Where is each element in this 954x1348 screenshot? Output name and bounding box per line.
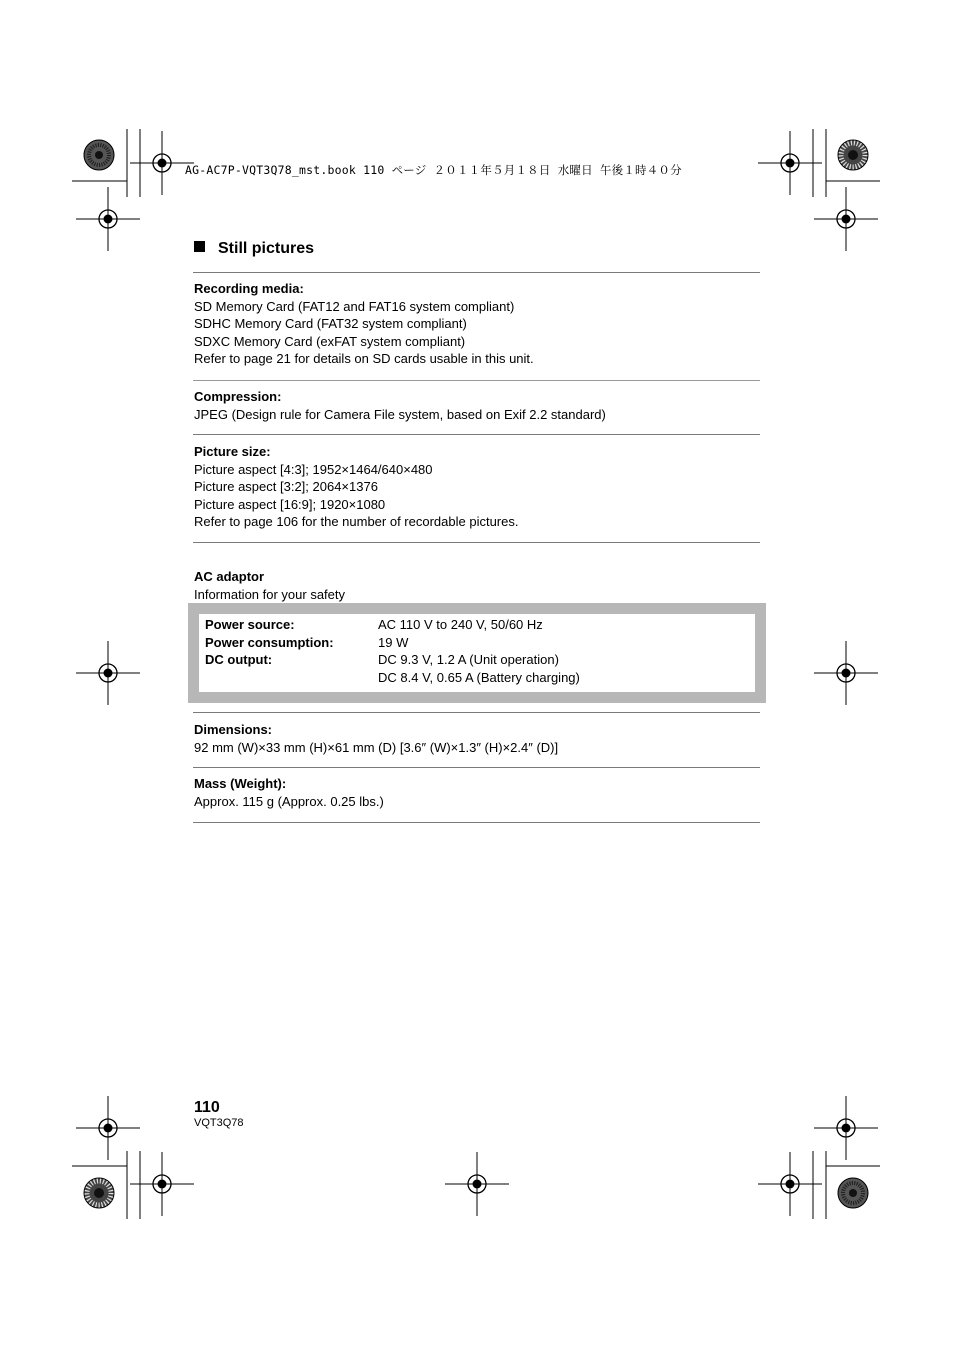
page-number: 110 (194, 1099, 220, 1116)
compression-block (194, 388, 606, 423)
ac-adaptor-title: AC adaptor (194, 569, 265, 584)
section-title-text: Still pictures (218, 240, 315, 257)
divider (193, 272, 760, 273)
spec-row (205, 651, 580, 669)
dimensions-label: Dimensions: (194, 722, 273, 737)
recording-media-line: SD Memory Card (FAT12 and FAT16 system compliant) (194, 298, 515, 314)
star-target-icon (838, 140, 868, 170)
dimensions-block (194, 721, 558, 756)
spec-value: DC 9.3 V, 1.2 A (Unit operation) (378, 652, 559, 668)
crosshair-icon (814, 641, 878, 705)
recording-media-line: SDHC Memory Card (FAT32 system compliant) (194, 316, 467, 332)
picture-size-label: Picture size: (194, 444, 271, 459)
dimensions-value: 92 mm (W)×33 mm (H)×61 mm (D) [3.6″ (W)×1.3″ (H)×2.4″ (D)] (194, 739, 559, 755)
picture-size-line: Picture aspect [16:9]; 1920×1080 (194, 496, 386, 512)
crosshair-icon (445, 1152, 509, 1216)
spec-row (205, 669, 580, 687)
ac-adaptor-subtitle: Information for your safety (194, 586, 346, 602)
picture-size-block (194, 443, 518, 531)
divider (193, 380, 760, 381)
mass-value: Approx. 115 g (Approx. 0.25 lbs.) (194, 793, 384, 809)
spec-key: Power consumption: (205, 634, 334, 650)
spec-row (205, 634, 580, 652)
spec-value: 19 W (378, 634, 409, 650)
picture-size-line: Refer to page 106 for the number of recordable pictures. (194, 514, 519, 530)
crosshair-icon (814, 187, 878, 251)
mass-label: Mass (Weight): (194, 776, 287, 791)
spec-row (205, 616, 580, 634)
recording-media-block (194, 280, 534, 368)
picture-size-line: Picture aspect [3:2]; 2064×1376 (194, 479, 378, 495)
star-target-icon (84, 1178, 114, 1208)
spec-value: DC 8.4 V, 0.65 A (Battery charging) (378, 669, 580, 685)
spec-key (205, 669, 378, 687)
compression-line: JPEG (Design rule for Camera File system, based on Exif 2.2 standard) (194, 406, 606, 422)
crosshair-icon (76, 187, 140, 251)
crosshair-icon (758, 131, 822, 195)
star-target-icon (84, 140, 114, 170)
spec-value: AC 110 V to 240 V, 50/60 Hz (378, 617, 543, 632)
model-code: VQT3Q78 (194, 1117, 244, 1129)
recording-media-label: Recording media: (194, 281, 304, 296)
divider (193, 822, 760, 823)
print-header: AG-AC7P-VQT3Q78_mst.book 110 ページ ２０１１年５月１８日 水曜日 午後１時４０分 (185, 163, 682, 177)
mass-block (194, 775, 384, 810)
crosshair-icon (76, 1096, 140, 1160)
compression-label: Compression: (194, 389, 282, 404)
crosshair-icon (758, 1152, 822, 1216)
crosshair-icon (814, 1096, 878, 1160)
crosshair-icon (76, 641, 140, 705)
divider (193, 712, 760, 713)
spec-key: DC output: (205, 652, 273, 668)
divider (193, 767, 760, 768)
divider (193, 542, 760, 543)
square-bullet-icon (194, 241, 205, 252)
ac-adaptor-spec-table (205, 616, 580, 686)
spec-key: Power source: (205, 617, 295, 632)
recording-media-line: Refer to page 21 for details on SD cards usable in this unit. (194, 351, 534, 367)
recording-media-line: SDXC Memory Card (exFAT system compliant) (194, 333, 466, 349)
ac-adaptor-heading (194, 568, 345, 603)
picture-size-line: Picture aspect [4:3]; 1952×1464/640×480 (194, 461, 433, 477)
divider (193, 434, 760, 435)
section-title (194, 240, 314, 258)
star-target-icon (838, 1178, 868, 1208)
